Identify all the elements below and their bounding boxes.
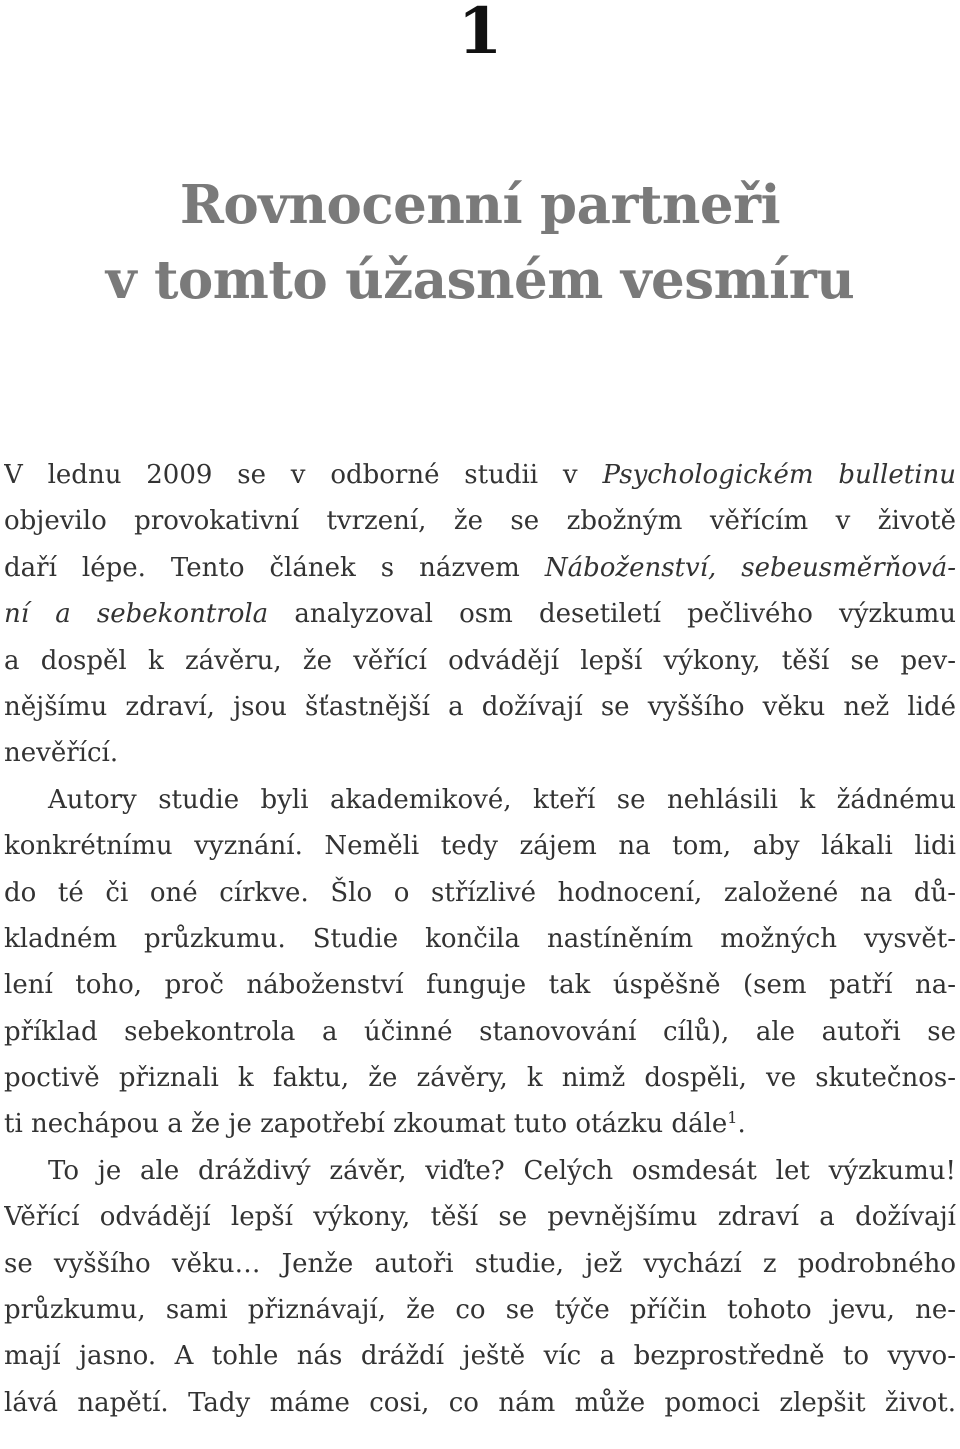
paragraph-3 <box>4 1148 956 1426</box>
text-line: do té či oné církve. Šlo o střízlivé hodnocení, založené na dů- <box>4 877 956 908</box>
paragraph-1 <box>4 452 956 777</box>
text-line: To je ale dráždivý závěr, viďte? Celých osmdesát let výzkumu! <box>48 1155 956 1186</box>
text-line: se vyššího věku… Jenže autoři studie, jež vychází z podrobného <box>4 1248 956 1279</box>
text-line: Věřící odvádějí lepší výkony, těší se pevnějšímu zdraví a dožívají <box>4 1202 956 1233</box>
text-line: konkrétnímu vyznání. Neměli tedy zájem na tom, aby lákali lidi <box>4 831 956 862</box>
text-line <box>4 591 956 637</box>
text-line: nevěřící. <box>4 738 119 769</box>
text-line: lení toho, proč náboženství funguje tak úspěšně (sem patří na- <box>4 970 956 1001</box>
text-line: příklad sebekontrola a účinné stanovování cílů), ale autoři se <box>4 1016 956 1047</box>
text-line: poctivě přiznali k faktu, že závěry, k nimž dospěli, ve skutečnos- <box>4 1063 956 1094</box>
article-title-continued: ní a sebekontrola <box>4 599 269 630</box>
text-line: nějšímu zdraví, jsou šťastnější a dožívají se vyššího věku než lidé <box>4 691 956 722</box>
text-run: daří lépe. Tento článek s názvem <box>4 552 545 583</box>
text-line <box>4 1101 956 1147</box>
chapter-title <box>0 168 960 318</box>
chapter-title-line-1: Rovnocenní partneři <box>179 174 781 236</box>
text-run: V lednu 2009 se v odborné studii v <box>4 460 603 490</box>
article-title: Náboženství, sebeusměrňová- <box>544 552 956 583</box>
journal-title: Psychologickém bulletinu <box>602 460 956 490</box>
text-line: a dospěl k závěru, že věřící odvádějí lepší výkony, těší se pev- <box>4 645 956 676</box>
chapter-number: 1 <box>457 0 503 69</box>
text-run: . <box>737 1109 746 1140</box>
text-line: průzkumu, sami přiznávají, že co se týče příčin tohoto jevu, ne- <box>4 1295 956 1326</box>
text-line <box>4 452 956 498</box>
body-text <box>4 452 956 1426</box>
text-line: objevilo provokativní tvrzení, že se zbožným věřícím v životě <box>4 506 956 537</box>
text-line <box>4 545 956 591</box>
text-line: mají jasno. A tohle nás dráždí ještě víc a bezprostředně to vyvo- <box>4 1341 956 1372</box>
text-run: analyzoval osm desetiletí pečlivého výzkumu <box>268 599 956 630</box>
text-run: ti nechápou a že je zapotřebí zkoumat tuto otázku dále <box>4 1109 728 1140</box>
text-line: kladném průzkumu. Studie končila nastíněním možných vysvět- <box>4 923 956 954</box>
text-line: lává napětí. Tady máme cosi, co nám může pomoci zlepšit život. <box>4 1387 956 1418</box>
text-line: Autory studie byli akademikové, kteří se nehlásili k žádnému <box>48 784 956 815</box>
paragraph-2 <box>4 777 956 1148</box>
chapter-title-line-2: v tomto úžasném vesmíru <box>105 249 855 311</box>
footnote-marker[interactable]: 1 <box>727 1108 738 1128</box>
